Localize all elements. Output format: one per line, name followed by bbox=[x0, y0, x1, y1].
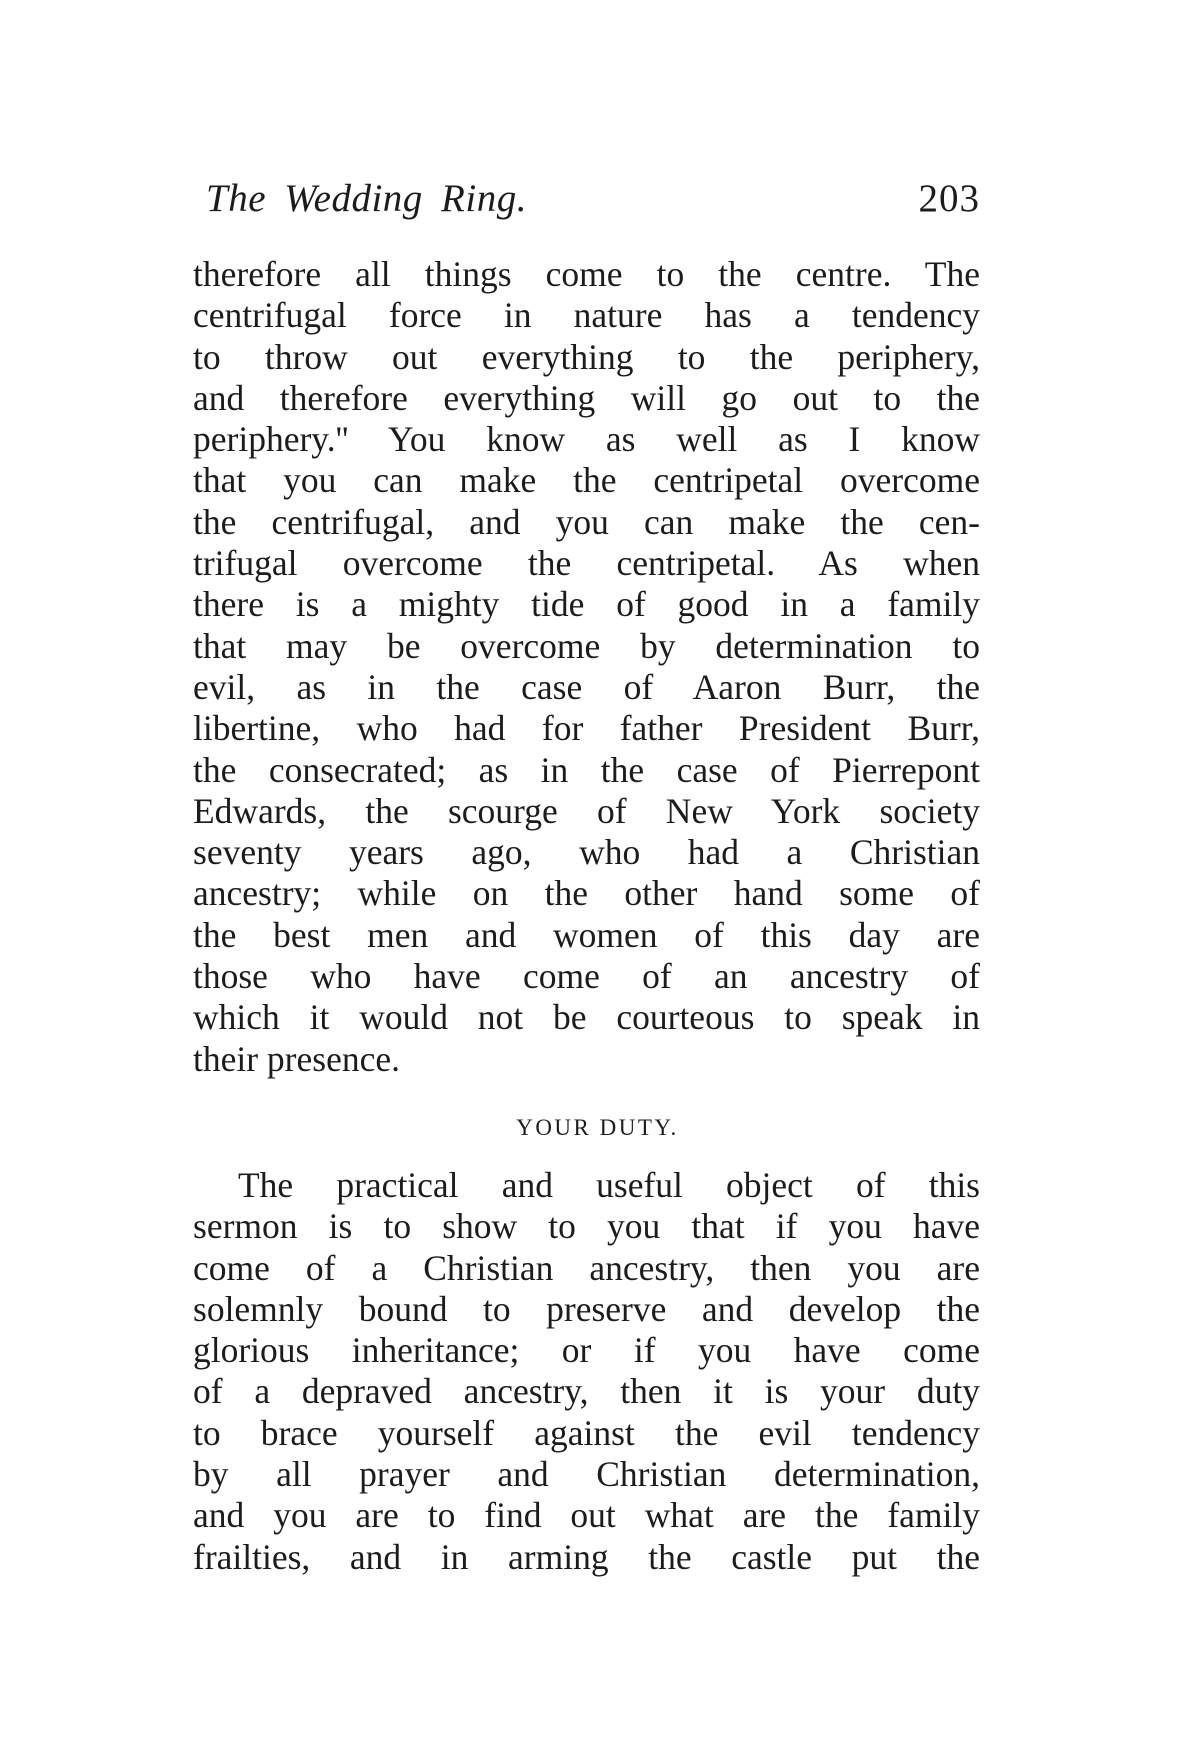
text-line: solemnly bound to preserve and develop the bbox=[193, 1288, 980, 1329]
text-line: frailties, and in arming the castle put the bbox=[193, 1536, 980, 1577]
text-line: that may be overcome by determination to bbox=[193, 625, 980, 666]
paragraph-continued bbox=[193, 254, 980, 1080]
text-line: by all prayer and Christian determination, bbox=[193, 1454, 980, 1495]
running-title: The Wedding Ring. bbox=[206, 177, 527, 220]
text-line: there is a mighty tide of good in a family bbox=[193, 584, 980, 625]
text-line: to brace yourself against the evil tendency bbox=[193, 1412, 980, 1453]
text-line: Edwards, the scourge of New York society bbox=[193, 790, 980, 831]
text-line: their presence. bbox=[193, 1038, 400, 1079]
paragraph-your-duty bbox=[193, 1165, 980, 1578]
text-line: ancestry; while on the other hand some of bbox=[193, 873, 980, 914]
text-line: the best men and women of this day are bbox=[193, 914, 980, 955]
text-line: sermon is to show to you that if you have bbox=[193, 1206, 980, 1247]
text-line: those who have come of an ancestry of bbox=[193, 956, 980, 997]
text-line: libertine, who had for father President Burr, bbox=[193, 708, 980, 749]
text-line: and you are to find out what are the family bbox=[193, 1495, 980, 1536]
text-line: periphery.'' You know as well as I know bbox=[193, 419, 980, 460]
text-line: the consecrated; as in the case of Pierrepont bbox=[193, 749, 980, 790]
text-line: seventy years ago, who had a Christian bbox=[193, 832, 980, 873]
text-line: which it would not be courteous to speak in bbox=[193, 997, 980, 1038]
page-number: 203 bbox=[918, 177, 980, 220]
text-line: trifugal overcome the centripetal. As when bbox=[193, 543, 980, 584]
text-line: of a depraved ancestry, then it is your duty bbox=[193, 1371, 980, 1412]
text-line: come of a Christian ancestry, then you are bbox=[193, 1247, 980, 1288]
text-line: centrifugal force in nature has a tendency bbox=[193, 295, 980, 336]
running-head bbox=[190, 176, 980, 226]
text-line: and therefore everything will go out to the bbox=[193, 377, 980, 418]
text-line: to throw out everything to the periphery, bbox=[193, 336, 980, 377]
text-line: that you can make the centripetal overcome bbox=[193, 460, 980, 501]
text-line: the centrifugal, and you can make the cen- bbox=[193, 501, 980, 542]
text-line: evil, as in the case of Aaron Burr, the bbox=[193, 666, 980, 707]
text-line: The practical and useful object of this bbox=[238, 1165, 980, 1205]
text-line: therefore all things come to the centre. The bbox=[193, 254, 980, 294]
text-line: glorious inheritance; or if you have come bbox=[193, 1330, 980, 1371]
section-heading: YOUR DUTY. bbox=[516, 1115, 679, 1140]
